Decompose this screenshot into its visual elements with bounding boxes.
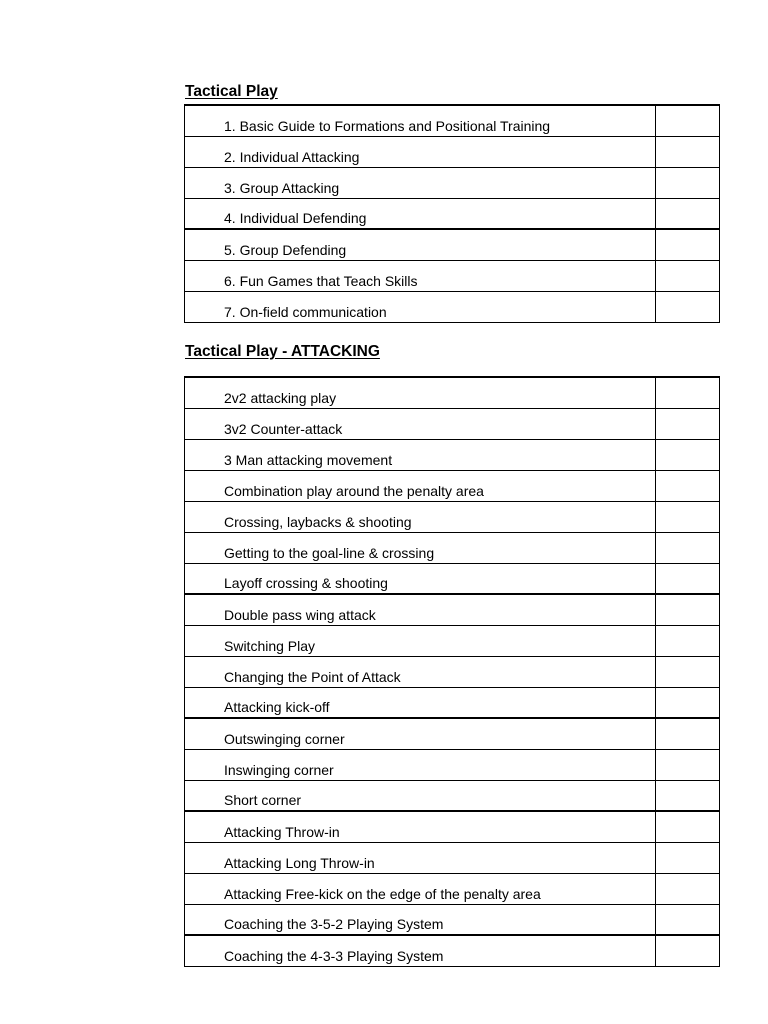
item-label: Outswinging corner (185, 718, 656, 749)
item-label: 7. On-field communication (185, 291, 656, 322)
item-label: 3 Man attacking movement (185, 439, 656, 470)
checkbox-cell[interactable] (656, 811, 720, 842)
item-label: Coaching the 3-5-2 Playing System (185, 904, 656, 935)
checkbox-cell[interactable] (656, 136, 720, 167)
table-row (185, 687, 720, 718)
checkbox-cell[interactable] (656, 935, 720, 966)
item-label: Attacking Long Throw-in (185, 842, 656, 873)
item-label: Combination play around the penalty area (185, 470, 656, 501)
table-row (185, 408, 720, 439)
checkbox-cell[interactable] (656, 842, 720, 873)
table-row (185, 780, 720, 811)
checkbox-cell[interactable] (656, 377, 720, 408)
table-row (185, 935, 720, 966)
checkbox-cell[interactable] (656, 656, 720, 687)
table-row (185, 291, 720, 322)
table-row (185, 167, 720, 198)
checkbox-cell[interactable] (656, 873, 720, 904)
section-title-tactical-play: Tactical Play (185, 83, 278, 100)
item-label: Attacking kick-off (185, 687, 656, 718)
checkbox-cell[interactable] (656, 198, 720, 229)
item-label: Attacking Free-kick on the edge of the penalty area (185, 873, 656, 904)
table-row (185, 532, 720, 563)
checkbox-cell[interactable] (656, 167, 720, 198)
table-row (185, 718, 720, 749)
table-row (185, 873, 720, 904)
item-label: 1. Basic Guide to Formations and Positional Training (185, 105, 656, 136)
table-row (185, 749, 720, 780)
item-label: Crossing, laybacks & shooting (185, 501, 656, 532)
checkbox-cell[interactable] (656, 408, 720, 439)
checkbox-cell[interactable] (656, 291, 720, 322)
checkbox-cell[interactable] (656, 501, 720, 532)
item-label: 3. Group Attacking (185, 167, 656, 198)
checkbox-cell[interactable] (656, 625, 720, 656)
table-row (185, 260, 720, 291)
table-row (185, 594, 720, 625)
checkbox-cell[interactable] (656, 105, 720, 136)
item-label: Layoff crossing & shooting (185, 563, 656, 594)
checkbox-cell[interactable] (656, 749, 720, 780)
item-label: Attacking Throw-in (185, 811, 656, 842)
item-label: Changing the Point of Attack (185, 656, 656, 687)
table-row (185, 656, 720, 687)
checkbox-cell[interactable] (656, 470, 720, 501)
item-label: 5. Group Defending (185, 229, 656, 260)
checklist-table-tactical-play (184, 104, 720, 323)
checkbox-cell[interactable] (656, 904, 720, 935)
table-row (185, 229, 720, 260)
table-row (185, 842, 720, 873)
table-row (185, 811, 720, 842)
item-label: 4. Individual Defending (185, 198, 656, 229)
item-label: 2v2 attacking play (185, 377, 656, 408)
checkbox-cell[interactable] (656, 718, 720, 749)
table-row (185, 377, 720, 408)
table-row (185, 439, 720, 470)
table-row (185, 105, 720, 136)
item-label: Switching Play (185, 625, 656, 656)
table-row (185, 470, 720, 501)
table-row (185, 625, 720, 656)
item-label: 6. Fun Games that Teach Skills (185, 260, 656, 291)
checkbox-cell[interactable] (656, 532, 720, 563)
checkbox-cell[interactable] (656, 594, 720, 625)
item-label: 3v2 Counter-attack (185, 408, 656, 439)
checkbox-cell[interactable] (656, 563, 720, 594)
item-label: Inswinging corner (185, 749, 656, 780)
item-label: Getting to the goal-line & crossing (185, 532, 656, 563)
table-row (185, 198, 720, 229)
table-row (185, 904, 720, 935)
item-label: Double pass wing attack (185, 594, 656, 625)
item-label: Coaching the 4-3-3 Playing System (185, 935, 656, 966)
item-label: Short corner (185, 780, 656, 811)
checkbox-cell[interactable] (656, 229, 720, 260)
table-row (185, 501, 720, 532)
checkbox-cell[interactable] (656, 780, 720, 811)
table-row (185, 136, 720, 167)
checklist-table-attacking (184, 376, 720, 967)
checkbox-cell[interactable] (656, 260, 720, 291)
checkbox-cell[interactable] (656, 439, 720, 470)
item-label: 2. Individual Attacking (185, 136, 656, 167)
section-title-tactical-play-attacking: Tactical Play - ATTACKING (185, 343, 380, 360)
table-row (185, 563, 720, 594)
checkbox-cell[interactable] (656, 687, 720, 718)
